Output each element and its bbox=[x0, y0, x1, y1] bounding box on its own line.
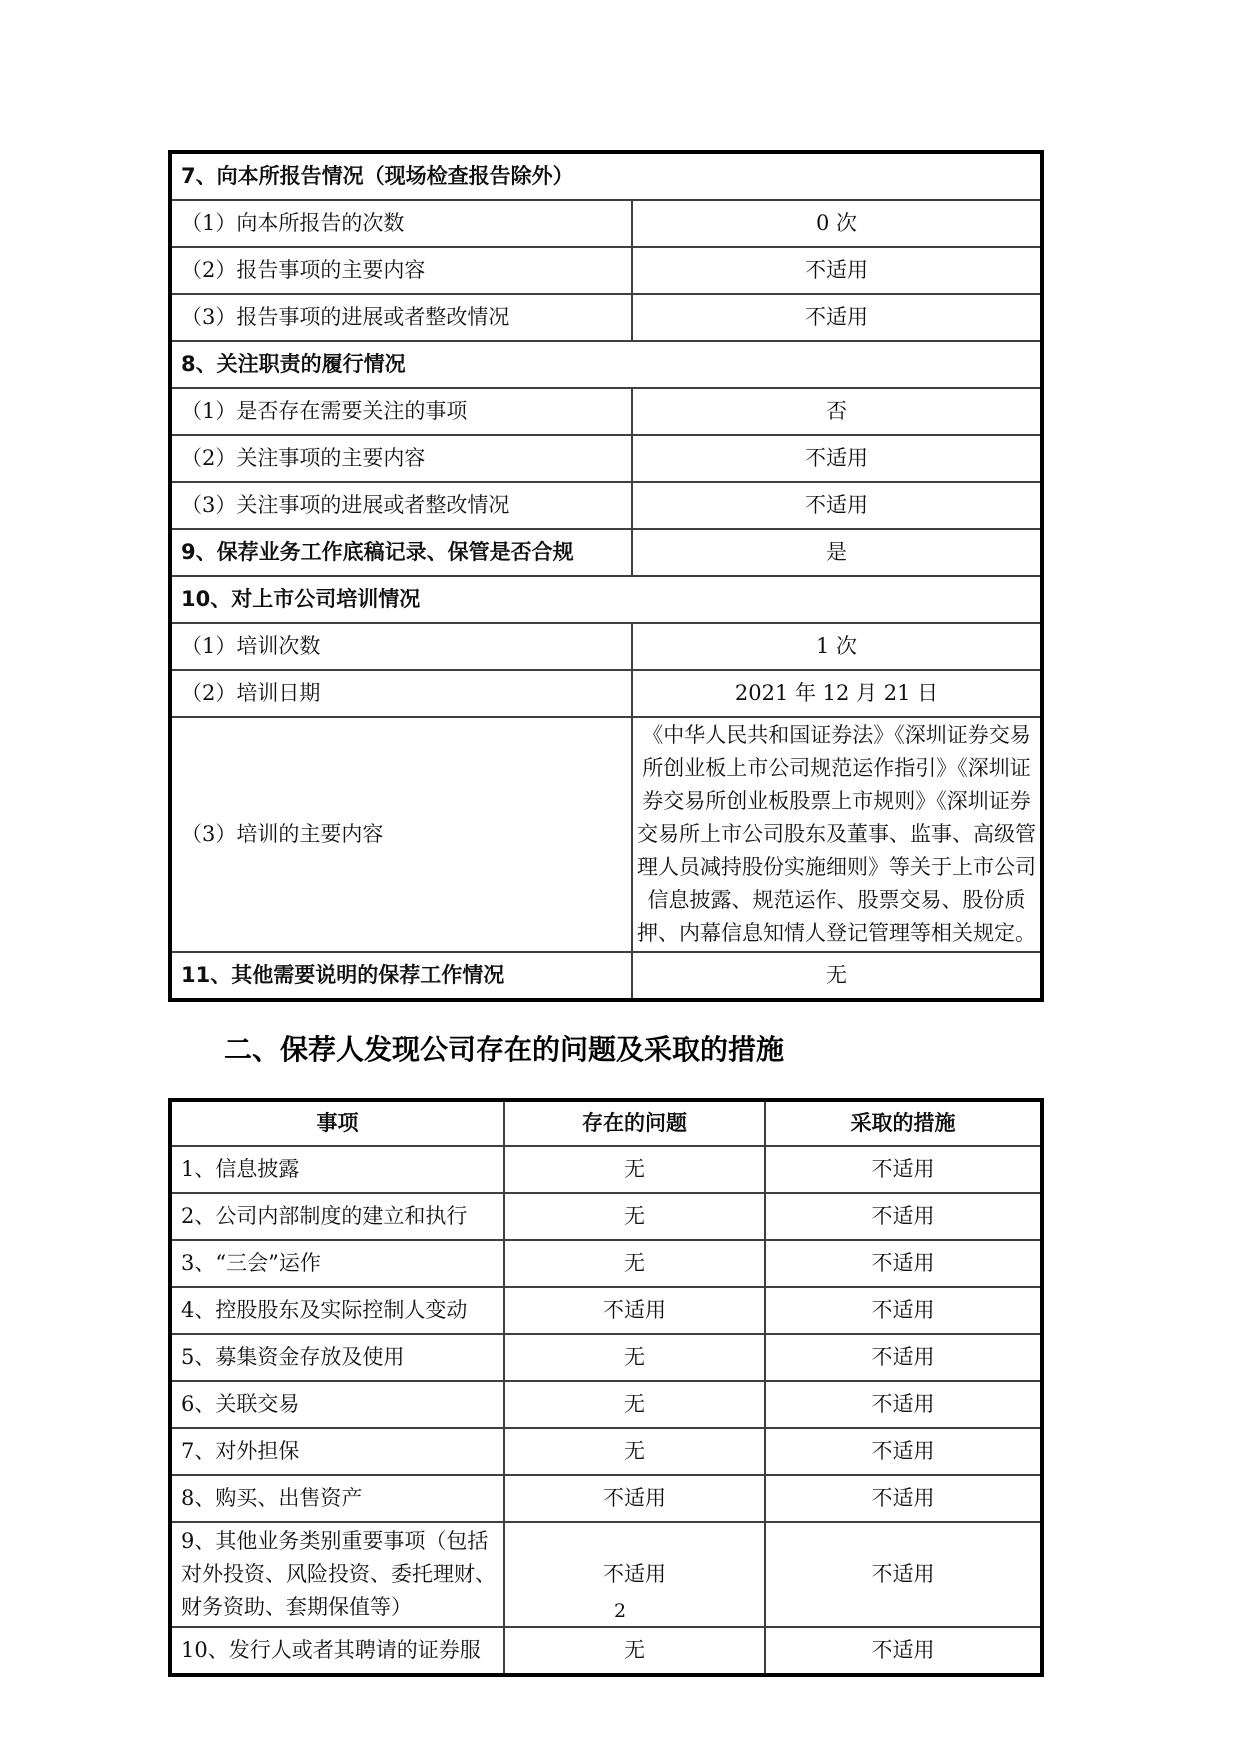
row-label: 1、信息披露 bbox=[170, 1146, 504, 1193]
row-label: 8、购买、出售资产 bbox=[170, 1475, 504, 1522]
row-label: （3）报告事项的进展或者整改情况 bbox=[170, 294, 632, 341]
row-value: 0 次 bbox=[632, 200, 1042, 247]
row-label: 5、募集资金存放及使用 bbox=[170, 1334, 504, 1381]
row-label: （3）培训的主要内容 bbox=[170, 717, 632, 952]
row-measure-value: 不适用 bbox=[765, 1240, 1042, 1287]
row-problem-value: 无 bbox=[504, 1428, 765, 1475]
table-header-row bbox=[170, 1100, 1042, 1146]
table-row bbox=[170, 482, 1042, 529]
row-value: 1 次 bbox=[632, 623, 1042, 670]
col-header-problem: 存在的问题 bbox=[504, 1100, 765, 1146]
row-value: 《中华人民共和国证券法》《深圳证券交易所创业板上市公司规范运作指引》《深圳证券交易所创业板股票上市规则》《深圳证券交易所上市公司股东及董事、监事、高级管理人员减持股份实施细则》等关于上市公司信息披露、规范运作、股票交易、股份质押、内幕信息知情人登记管理等相关规定。 bbox=[632, 717, 1042, 952]
row-label: （1）向本所报告的次数 bbox=[170, 200, 632, 247]
row-problem-value: 不适用 bbox=[504, 1475, 765, 1522]
table-row bbox=[170, 1475, 1042, 1522]
section-2-heading: 二、保荐人发现公司存在的问题及采取的措施 bbox=[224, 1033, 785, 1066]
table-row bbox=[170, 1627, 1042, 1675]
table-row bbox=[170, 670, 1042, 717]
row-measure-value: 不适用 bbox=[765, 1475, 1042, 1522]
table-row bbox=[170, 576, 1042, 623]
table-row bbox=[170, 247, 1042, 294]
table-row bbox=[170, 435, 1042, 482]
table-row bbox=[170, 1146, 1042, 1193]
row-measure-value: 不适用 bbox=[765, 1146, 1042, 1193]
table-row bbox=[170, 1381, 1042, 1428]
row-label: （3）关注事项的进展或者整改情况 bbox=[170, 482, 632, 529]
table-row bbox=[170, 1287, 1042, 1334]
row-value: 不适用 bbox=[632, 482, 1042, 529]
section-row-label: 8、关注职责的履行情况 bbox=[170, 341, 1042, 388]
row-label: （1）培训次数 bbox=[170, 623, 632, 670]
row-label: 11、其他需要说明的保荐工作情况 bbox=[170, 952, 632, 1000]
row-label: （2）培训日期 bbox=[170, 670, 632, 717]
table-row bbox=[170, 952, 1042, 1000]
row-label: 9、保荐业务工作底稿记录、保管是否合规 bbox=[170, 529, 632, 576]
row-value: 不适用 bbox=[632, 294, 1042, 341]
table-row bbox=[170, 341, 1042, 388]
table-row bbox=[170, 1193, 1042, 1240]
table-row bbox=[170, 717, 1042, 952]
row-value: 2021 年 12 月 21 日 bbox=[632, 670, 1042, 717]
row-label: 10、发行人或者其聘请的证券服 bbox=[170, 1627, 504, 1675]
row-label: 7、对外担保 bbox=[170, 1428, 504, 1475]
row-value: 无 bbox=[632, 952, 1042, 1000]
row-problem-value: 不适用 bbox=[504, 1522, 765, 1627]
row-label: （1）是否存在需要关注的事项 bbox=[170, 388, 632, 435]
row-label: （2）关注事项的主要内容 bbox=[170, 435, 632, 482]
row-problem-value: 无 bbox=[504, 1146, 765, 1193]
row-label: （2）报告事项的主要内容 bbox=[170, 247, 632, 294]
issues-measures-table bbox=[168, 1098, 1044, 1677]
row-measure-value: 不适用 bbox=[765, 1522, 1042, 1627]
section-row-label: 10、对上市公司培训情况 bbox=[170, 576, 1042, 623]
row-measure-value: 不适用 bbox=[765, 1627, 1042, 1675]
table-row bbox=[170, 1428, 1042, 1475]
col-header-measure: 采取的措施 bbox=[765, 1100, 1042, 1146]
row-measure-value: 不适用 bbox=[765, 1428, 1042, 1475]
row-label: 2、公司内部制度的建立和执行 bbox=[170, 1193, 504, 1240]
table-row bbox=[170, 623, 1042, 670]
document-page-content bbox=[168, 150, 1040, 1677]
table-row bbox=[170, 200, 1042, 247]
row-measure-value: 不适用 bbox=[765, 1334, 1042, 1381]
section-row-label: 7、向本所报告情况（现场检查报告除外） bbox=[170, 152, 1042, 200]
col-header-item: 事项 bbox=[170, 1100, 504, 1146]
table-row bbox=[170, 1334, 1042, 1381]
sponsor-work-table bbox=[168, 150, 1044, 1002]
row-measure-value: 不适用 bbox=[765, 1287, 1042, 1334]
row-value: 不适用 bbox=[632, 435, 1042, 482]
table-row bbox=[170, 294, 1042, 341]
row-label: 3、“三会”运作 bbox=[170, 1240, 504, 1287]
row-measure-value: 不适用 bbox=[765, 1381, 1042, 1428]
row-problem-value: 无 bbox=[504, 1627, 765, 1675]
row-problem-value: 无 bbox=[504, 1334, 765, 1381]
table-row bbox=[170, 388, 1042, 435]
row-label: 9、其他业务类别重要事项（包括对外投资、风险投资、委托理财、财务资助、套期保值等） bbox=[170, 1522, 504, 1627]
row-problem-value: 无 bbox=[504, 1240, 765, 1287]
row-value: 否 bbox=[632, 388, 1042, 435]
row-problem-value: 无 bbox=[504, 1193, 765, 1240]
row-label: 4、控股股东及实际控制人变动 bbox=[170, 1287, 504, 1334]
table-row bbox=[170, 1240, 1042, 1287]
page-number: 2 bbox=[613, 1600, 627, 1622]
row-problem-value: 不适用 bbox=[504, 1287, 765, 1334]
row-problem-value: 无 bbox=[504, 1381, 765, 1428]
row-value: 不适用 bbox=[632, 247, 1042, 294]
row-value: 是 bbox=[632, 529, 1042, 576]
table-row bbox=[170, 529, 1042, 576]
table-row bbox=[170, 152, 1042, 200]
row-measure-value: 不适用 bbox=[765, 1193, 1042, 1240]
row-label: 6、关联交易 bbox=[170, 1381, 504, 1428]
